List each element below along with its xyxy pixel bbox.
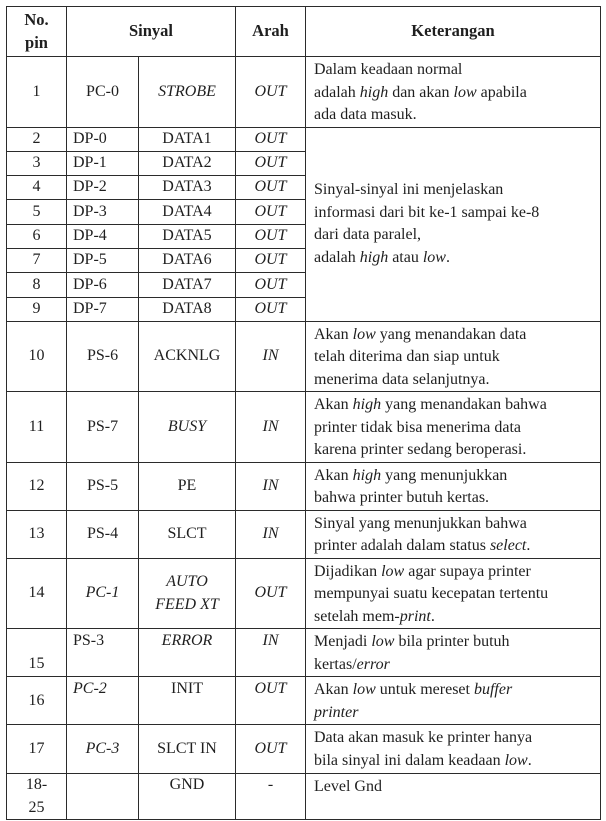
- signal-code: PC-0: [67, 57, 139, 128]
- table-row: [7, 321, 601, 392]
- signal-name: SLCT IN: [139, 725, 236, 774]
- direction: IN: [236, 321, 306, 392]
- direction: OUT: [236, 176, 306, 200]
- pin-number: 8: [7, 273, 67, 297]
- signal-name: DATA6: [139, 248, 236, 272]
- table-row: [7, 462, 601, 510]
- pin-number: 5: [7, 200, 67, 224]
- direction: -: [236, 774, 306, 820]
- direction: OUT: [236, 677, 306, 725]
- direction: IN: [236, 462, 306, 510]
- pin-number: 2: [7, 127, 67, 151]
- header-row: [7, 7, 601, 57]
- signal-code: PS-6: [67, 321, 139, 392]
- signal-name: STROBE: [139, 57, 236, 128]
- signal-code: PC-3: [67, 725, 139, 774]
- table-row: [7, 392, 601, 463]
- signal-name: DATA3: [139, 176, 236, 200]
- signal-name: ERROR: [139, 629, 236, 677]
- signal-code: PS-5: [67, 462, 139, 510]
- description: Data akan masuk ke printer hanya bila sinyal ini dalam keadaan low.: [306, 725, 601, 774]
- direction: OUT: [236, 127, 306, 151]
- direction: OUT: [236, 224, 306, 248]
- signal-code: DP-5: [67, 248, 139, 272]
- pin-number: 1: [7, 57, 67, 128]
- table-row: [7, 725, 601, 774]
- description: Level Gnd: [306, 774, 601, 820]
- signal-code: DP-6: [67, 273, 139, 297]
- pin-number: 14: [7, 558, 67, 629]
- pin-signal-table: [6, 6, 601, 820]
- signal-code: PC-2: [67, 677, 139, 725]
- table-row: [7, 510, 601, 558]
- pin-number: 15: [7, 629, 67, 677]
- data-lines-description: Sinyal-sinyal ini menjelaskan informasi dari bit ke-1 sampai ke-8 dari data paralel, adalah high atau low.: [306, 127, 601, 321]
- signal-name: DATA2: [139, 151, 236, 175]
- pin-number: 12: [7, 462, 67, 510]
- table-row: [7, 57, 601, 128]
- direction: IN: [236, 392, 306, 463]
- description: Menjadi low bila printer butuh kertas/error: [306, 629, 601, 677]
- signal-name: AUTO FEED XT: [139, 558, 236, 629]
- signal-name: PE: [139, 462, 236, 510]
- direction: IN: [236, 629, 306, 677]
- direction: OUT: [236, 248, 306, 272]
- signal-code: PS-7: [67, 392, 139, 463]
- signal-name: DATA5: [139, 224, 236, 248]
- direction: OUT: [236, 273, 306, 297]
- pin-number: 7: [7, 248, 67, 272]
- direction: IN: [236, 510, 306, 558]
- signal-name: DATA1: [139, 127, 236, 151]
- direction: OUT: [236, 200, 306, 224]
- table-row: [7, 677, 601, 725]
- pin-number: 18- 25: [7, 774, 67, 820]
- pin-number: 17: [7, 725, 67, 774]
- pin-number: 9: [7, 297, 67, 321]
- signal-name: GND: [139, 774, 236, 820]
- pin-number: 3: [7, 151, 67, 175]
- direction: OUT: [236, 151, 306, 175]
- signal-code: PS-3: [67, 629, 139, 677]
- description: Dijadikan low agar supaya printer mempunyai suatu kecepatan tertentu setelah mem-print.: [306, 558, 601, 629]
- signal-name: DATA7: [139, 273, 236, 297]
- signal-name: INIT: [139, 677, 236, 725]
- signal-code: DP-4: [67, 224, 139, 248]
- table-row: [7, 558, 601, 629]
- signal-code: DP-0: [67, 127, 139, 151]
- signal-code: DP-7: [67, 297, 139, 321]
- direction: OUT: [236, 558, 306, 629]
- header-no-pin: No. pin: [7, 7, 67, 57]
- signal-name: BUSY: [139, 392, 236, 463]
- pin-number: 13: [7, 510, 67, 558]
- pin-number: 16: [7, 677, 67, 725]
- description: Dalam keadaan normal adalah high dan akan low apabila ada data masuk.: [306, 57, 601, 128]
- description: Akan high yang menunjukkan bahwa printer butuh kertas.: [306, 462, 601, 510]
- description: Akan low yang menandakan data telah diterima dan siap untuk menerima data selanjutnya.: [306, 321, 601, 392]
- signal-code: DP-3: [67, 200, 139, 224]
- signal-name: SLCT: [139, 510, 236, 558]
- signal-code: PS-4: [67, 510, 139, 558]
- signal-name: DATA4: [139, 200, 236, 224]
- signal-code: [67, 774, 139, 820]
- direction: OUT: [236, 297, 306, 321]
- description: Sinyal yang menunjukkan bahwa printer adalah dalam status select.: [306, 510, 601, 558]
- description: Akan high yang menandakan bahwa printer tidak bisa menerima data karena printer sedang beroperasi.: [306, 392, 601, 463]
- signal-name: ACKNLG: [139, 321, 236, 392]
- header-sinyal: Sinyal: [67, 7, 236, 57]
- pin-number: 11: [7, 392, 67, 463]
- table-row: [7, 127, 601, 151]
- table-row: [7, 774, 601, 820]
- description: Akan low untuk mereset buffer printer: [306, 677, 601, 725]
- pin-number: 10: [7, 321, 67, 392]
- signal-name: DATA8: [139, 297, 236, 321]
- direction: OUT: [236, 725, 306, 774]
- signal-code: PC-1: [67, 558, 139, 629]
- pin-number: 4: [7, 176, 67, 200]
- signal-code: DP-2: [67, 176, 139, 200]
- direction: OUT: [236, 57, 306, 128]
- header-arah: Arah: [236, 7, 306, 57]
- signal-code: DP-1: [67, 151, 139, 175]
- header-keterangan: Keterangan: [306, 7, 601, 57]
- table-row: [7, 629, 601, 677]
- pin-number: 6: [7, 224, 67, 248]
